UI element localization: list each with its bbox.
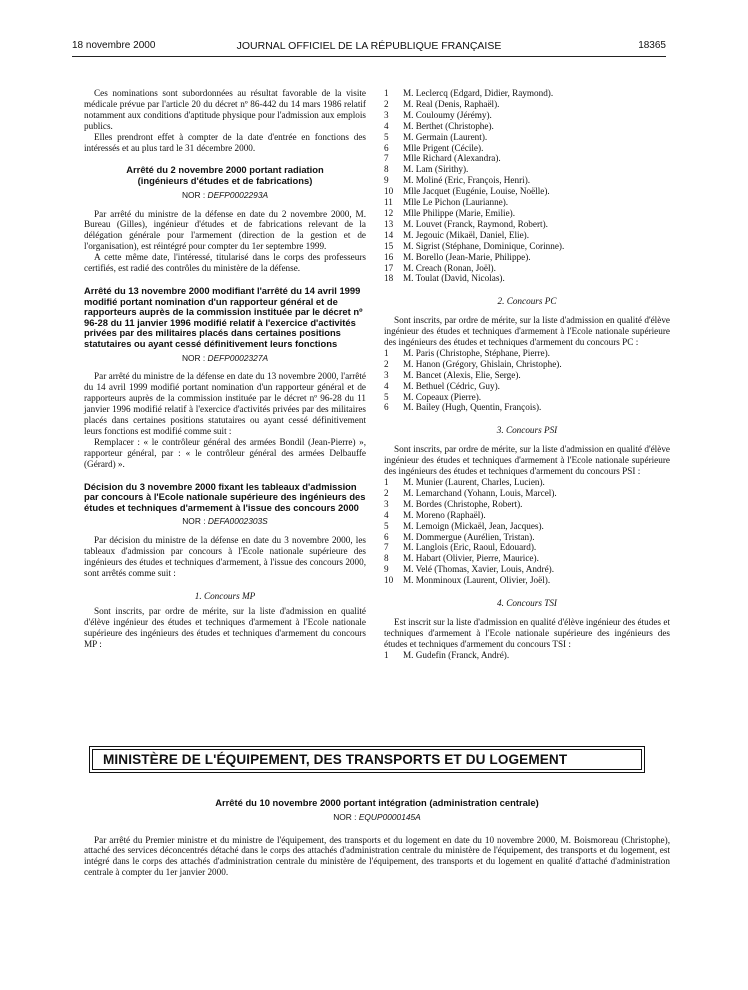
concours-pc-paragraph: Sont inscrits, par ordre de mérite, sur la liste d'admission en qualité d'élève ingénieur des études et techniques d'armement à l'Ecole nationale supérieure des ingénieurs des études et techniques d'armement du concours PC :	[384, 315, 670, 348]
list-item	[384, 241, 670, 252]
list-item	[384, 348, 670, 359]
list-item	[384, 370, 670, 381]
list-item-rank: 3	[384, 109, 389, 120]
list-item	[384, 175, 670, 186]
nor-reference	[84, 353, 366, 364]
list-item-rank: 11	[384, 197, 393, 208]
list-item	[384, 186, 670, 197]
list-item-rank: 1	[384, 477, 389, 487]
list-item-name: M. Munier (Laurent, Charles, Lucien).	[403, 477, 545, 487]
list-item-name: M. Habart (Olivier, Pierre, Maurice).	[403, 553, 539, 564]
nor-label: NOR :	[333, 811, 357, 822]
list-item-rank: 15	[384, 240, 394, 251]
list-item-name: M. Lemarchand (Yohann, Louis, Marcel).	[403, 487, 557, 498]
list-item-name: M. Berthet (Christophe).	[403, 120, 494, 131]
list-item	[384, 263, 670, 274]
nor-code: DEFP0002327A	[207, 352, 269, 363]
list-item-name: M. Lam (Sirithy).	[403, 164, 469, 175]
concours-mp-title	[84, 591, 366, 602]
list-item-name: Mlle Jacquet (Eugénie, Louise, Noëlle).	[403, 186, 550, 197]
list-item	[384, 99, 670, 110]
list-item-rank: 2	[384, 98, 389, 109]
list-item-rank: 3	[384, 369, 389, 380]
list-item	[384, 219, 670, 230]
list-item-rank: 12	[384, 207, 394, 218]
concours-tsi-paragraph: Est inscrit sur la liste d'admission en qualité d'élève ingénieur des études et techniques d'armement à l'Ecole nationale supérieure des ingénieurs des études et techniques d'armement du concours TSI :	[384, 616, 670, 649]
list-item-rank: 8	[384, 553, 389, 564]
mp-admission-list	[384, 88, 670, 284]
list-item-rank: 1	[384, 347, 389, 358]
nor-label: NOR :	[182, 516, 206, 527]
list-item-rank: 16	[384, 251, 394, 262]
list-item-rank: 6	[384, 142, 389, 153]
nor-code: DEFP0002293A	[207, 189, 269, 200]
list-item	[384, 230, 670, 241]
running-header	[72, 40, 666, 54]
list-item-rank: 1	[384, 649, 389, 660]
arrete-rapporteur-paragraph: Remplacer : « le contrôleur général des armées Bondil (Jean-Pierre) », rapporteur général, par : « le contrôleur général des armées Delbauffe (Gérard) ».	[84, 436, 366, 469]
list-item-name: M. Langlois (Eric, Raoul, Edouard).	[403, 542, 537, 553]
list-item-name: M. Louvet (Franck, Raymond, Robert).	[403, 218, 548, 229]
list-item-name: M. Leclercq (Edgard, Didier, Raymond).	[403, 88, 554, 98]
list-item	[384, 553, 670, 564]
list-item	[384, 532, 670, 543]
pc-admission-list	[384, 348, 670, 413]
list-item-name: M. Velé (Thomas, Xavier, Louis, André).	[403, 564, 555, 575]
decision-paragraph: Par décision du ministre de la défense en date du 3 novembre 2000, les tableaux d'admission par concours à l'Ecole nationale supérieure des ingénieurs des études et techniques d'armement, à l'issue des concours 2000, sont arrêtés comme suit :	[84, 535, 366, 578]
list-item-name: Mlle Prigent (Cécile).	[403, 142, 484, 153]
list-item	[384, 575, 670, 586]
ministry-title: MINISTÈRE DE L'ÉQUIPEMENT, DES TRANSPORTS ET DU LOGEMENT	[92, 749, 642, 770]
list-item	[384, 564, 670, 575]
intro-paragraph: Elles prendront effet à compter de la date d'entrée en fonctions des intéressés et au plus tard le 31 décembre 2000.	[84, 131, 366, 153]
list-item-name: M. Bethuel (Cédric, Guy).	[403, 380, 500, 391]
list-item-name: Mlle Le Pichon (Laurianne).	[403, 197, 509, 208]
list-item-rank: 18	[384, 273, 394, 284]
list-item	[384, 273, 670, 284]
decision-title: Décision du 3 novembre 2000 fixant les tableaux d'admission par concours à l'Ecole nationale supérieure des ingénieurs des études et techniques d'armement à l'issue des concours 2000	[84, 480, 366, 513]
nor-reference	[84, 812, 670, 823]
list-item-name: M. Jegouic (Mikaël, Daniel, Elie).	[403, 229, 530, 240]
list-item	[384, 477, 670, 488]
list-item	[384, 143, 670, 154]
list-item	[384, 381, 670, 392]
list-item-rank: 2	[384, 358, 389, 369]
list-item-rank: 9	[384, 564, 389, 575]
list-item-name: M. Hanon (Grégory, Ghislain, Christophe).	[403, 358, 562, 369]
arrete-radiation-paragraph: A cette même date, l'intéressé, titularisé dans le corps des professeurs certifiés, est radié des contrôles du ministère de la défense.	[84, 252, 366, 274]
list-item-name: M. Gudefin (Franck, André).	[403, 649, 510, 660]
list-item	[384, 510, 670, 521]
list-item-name: M. Moliné (Eric, François, Henri).	[403, 175, 531, 186]
arrete-radiation-title-line: (ingénieurs d'études et de fabrications)	[137, 175, 313, 187]
nor-label: NOR :	[181, 189, 206, 200]
list-item-name: M. Creach (Ronan, Joël).	[403, 262, 496, 273]
list-item-name: M. Couloumy (Jérémy).	[403, 109, 492, 120]
list-item	[384, 542, 670, 553]
concours-psi-title	[384, 425, 670, 436]
list-item-name: M. Sigrist (Stéphane, Dominique, Corinne).	[403, 240, 565, 251]
list-item-rank: 4	[384, 120, 389, 131]
list-item	[384, 121, 670, 132]
list-item-rank: 3	[384, 498, 389, 509]
list-item	[384, 650, 670, 661]
list-item-name: M. Toulat (David, Nicolas).	[403, 273, 505, 284]
list-item-rank: 4	[384, 509, 389, 520]
list-item-rank: 10	[384, 575, 394, 586]
list-item	[384, 392, 670, 403]
arrete-integration-title: Arrêté du 10 novembre 2000 portant intégration (administration centrale)	[215, 797, 539, 808]
header-journal-title: JOURNAL OFFICIEL DE LA RÉPUBLIQUE FRANÇAISE	[236, 40, 502, 52]
header-rule	[72, 56, 666, 57]
list-item-name: M. Borello (Jean-Marie, Philippe).	[403, 251, 531, 262]
arrete-integration-paragraph: Par arrêté du Premier ministre et du ministre de l'équipement, des transports et du logement en date du 10 novembre 2000, M. Boismoreau (Christophe), attaché des services déconcentrés détaché dans le corps des attachés d'administration centrale du ministère de l'équipement, des transports et du logement, est intégré dans le corps des attachés d'administration centrale du ministère de l'équipement, des transports et du logement en qualité d'attaché d'administration centrale à compter du 1er janvier 2000.	[84, 834, 670, 878]
list-item-rank: 5	[384, 520, 389, 531]
nor-reference	[84, 516, 366, 527]
list-item	[384, 252, 670, 263]
arrete-radiation-paragraph: Par arrêté du ministre de la défense en date du 2 novembre 2000, M. Bureau (Gilles), ingénieur d'études et de fabrications relevant de la délégation générale pour l'armement (direction de la gestion et de l'organisation), est réintégré pour compter du 1er septembre 1999.	[84, 208, 366, 252]
nor-code: EQUP0000145A	[358, 811, 421, 822]
list-item-rank: 5	[384, 131, 389, 142]
bottom-section	[84, 798, 670, 878]
list-item-name: M. Bailey (Hugh, Quentin, François).	[403, 402, 542, 413]
concours-pc-title	[384, 296, 670, 307]
concours-mp-title-text: 1. Concours MP	[194, 590, 256, 601]
header-page-number: 18365	[638, 40, 666, 51]
list-item-rank: 6	[384, 531, 389, 542]
ministry-banner	[89, 746, 645, 773]
list-item	[384, 153, 670, 164]
list-item-name: M. Monminoux (Laurent, Olivier, Joël).	[403, 575, 551, 586]
concours-mp-paragraph: Sont inscrits, par ordre de mérite, sur la liste d'admission en qualité d'élève ingénieur des études et techniques d'armement à l'Ecole nationale supérieure des ingénieurs des études et techniques d'armement du concours MP :	[84, 605, 366, 649]
right-column	[384, 88, 670, 661]
list-item-name: M. Copeaux (Pierre).	[403, 391, 482, 402]
nor-reference	[84, 190, 366, 201]
nor-code: DEFA0002303S	[207, 516, 268, 527]
list-item-name: M. Moreno (Raphaël).	[403, 509, 486, 520]
list-item-rank: 14	[384, 229, 394, 240]
list-item	[384, 164, 670, 175]
arrete-rapporteur-paragraph: Par arrêté du ministre de la défense en date du 13 novembre 2000, l'arrêté du 14 avril 1999 modifié portant nomination d'un rapporteur général et de rapporteurs auprès de la commission instituée par le décret nº 96-28 du 11 janvier 1996 modifié relatif à l'exercice d'activités privées par des militaires placés dans certaines positions statutaires ou ayant cessé définitivement leurs fonctions est modifié comme suit :	[84, 371, 366, 436]
list-item-name: M. Dommergue (Aurélien, Tristan).	[403, 531, 535, 542]
list-item	[384, 521, 670, 532]
list-item-name: M. Bancet (Alexis, Elie, Serge).	[403, 369, 521, 380]
list-item-rank: 13	[384, 218, 394, 229]
list-item-name: M. Lemoign (Mickaël, Jean, Jacques).	[403, 520, 544, 531]
list-item-name: M. Real (Denis, Raphaël).	[403, 98, 500, 109]
list-item-name: M. Paris (Christophe, Stéphane, Pierre).	[403, 347, 550, 358]
list-item-rank: 7	[384, 153, 389, 164]
list-item-rank: 4	[384, 380, 389, 391]
list-item	[384, 197, 670, 208]
list-item-rank: 7	[384, 542, 389, 553]
list-item-name: Mlle Richard (Alexandra).	[403, 153, 501, 164]
list-item-rank: 10	[384, 186, 394, 197]
left-column	[84, 88, 366, 649]
list-item-rank: 1	[384, 88, 389, 98]
list-item-rank: 5	[384, 391, 389, 402]
psi-admission-list	[384, 477, 670, 586]
header-date: 18 novembre 2000	[72, 40, 156, 51]
concours-pc-title-text: 2. Concours PC	[497, 296, 557, 307]
list-item	[384, 359, 670, 370]
list-item	[384, 208, 670, 219]
concours-psi-title-text: 3. Concours PSI	[496, 425, 558, 436]
list-item	[384, 88, 670, 99]
list-item	[384, 488, 670, 499]
list-item	[384, 132, 670, 143]
list-item-name: M. Bordes (Christophe, Robert).	[403, 498, 523, 509]
arrete-rapporteur-title: Arrêté du 13 novembre 2000 modifiant l'arrêté du 14 avril 1999 modifié portant nomination d'un rapporteur général et de rapporteurs auprès de la commission instituée par le décret nº 96-28 du 11 janvier 1996 modifié relatif à l'exercice d'activités privées par des militaires placés dans certaines positions statutaires ou ayant cessé définitivement leurs fonctions	[84, 284, 363, 349]
nor-label: NOR :	[181, 352, 206, 363]
list-item-rank: 8	[384, 164, 389, 175]
list-item-rank: 2	[384, 487, 389, 498]
concours-tsi-title-text: 4. Concours TSI	[497, 598, 557, 609]
list-item-rank: 17	[384, 262, 394, 273]
list-item-rank: 6	[384, 402, 389, 413]
arrete-radiation-title-line: Arrêté du 2 novembre 2000 portant radiation	[126, 164, 324, 176]
list-item	[384, 499, 670, 510]
intro-paragraph: Ces nominations sont subordonnées au résultat favorable de la visite médicale prévue par l'article 20 du décret nº 86-442 du 14 mars 1986 relatif notamment aux conditions d'aptitude physique pour l'admission aux emplois publics.	[84, 88, 366, 131]
tsi-admission-list	[384, 650, 670, 661]
list-item	[384, 402, 670, 413]
list-item	[384, 110, 670, 121]
concours-tsi-title	[384, 598, 670, 609]
arrete-radiation-title	[88, 165, 362, 186]
concours-psi-paragraph: Sont inscrits, par ordre de mérite, sur la liste d'admission en qualité d'élève ingénieur des études et techniques d'armement à l'Ecole nationale supérieure des ingénieurs des études et techniques d'armement du concours PSI :	[384, 444, 670, 477]
list-item-rank: 9	[384, 175, 389, 186]
list-item-name: M. Germain (Laurent).	[403, 131, 488, 142]
list-item-name: Mlle Philippe (Marie, Emilie).	[403, 207, 516, 218]
